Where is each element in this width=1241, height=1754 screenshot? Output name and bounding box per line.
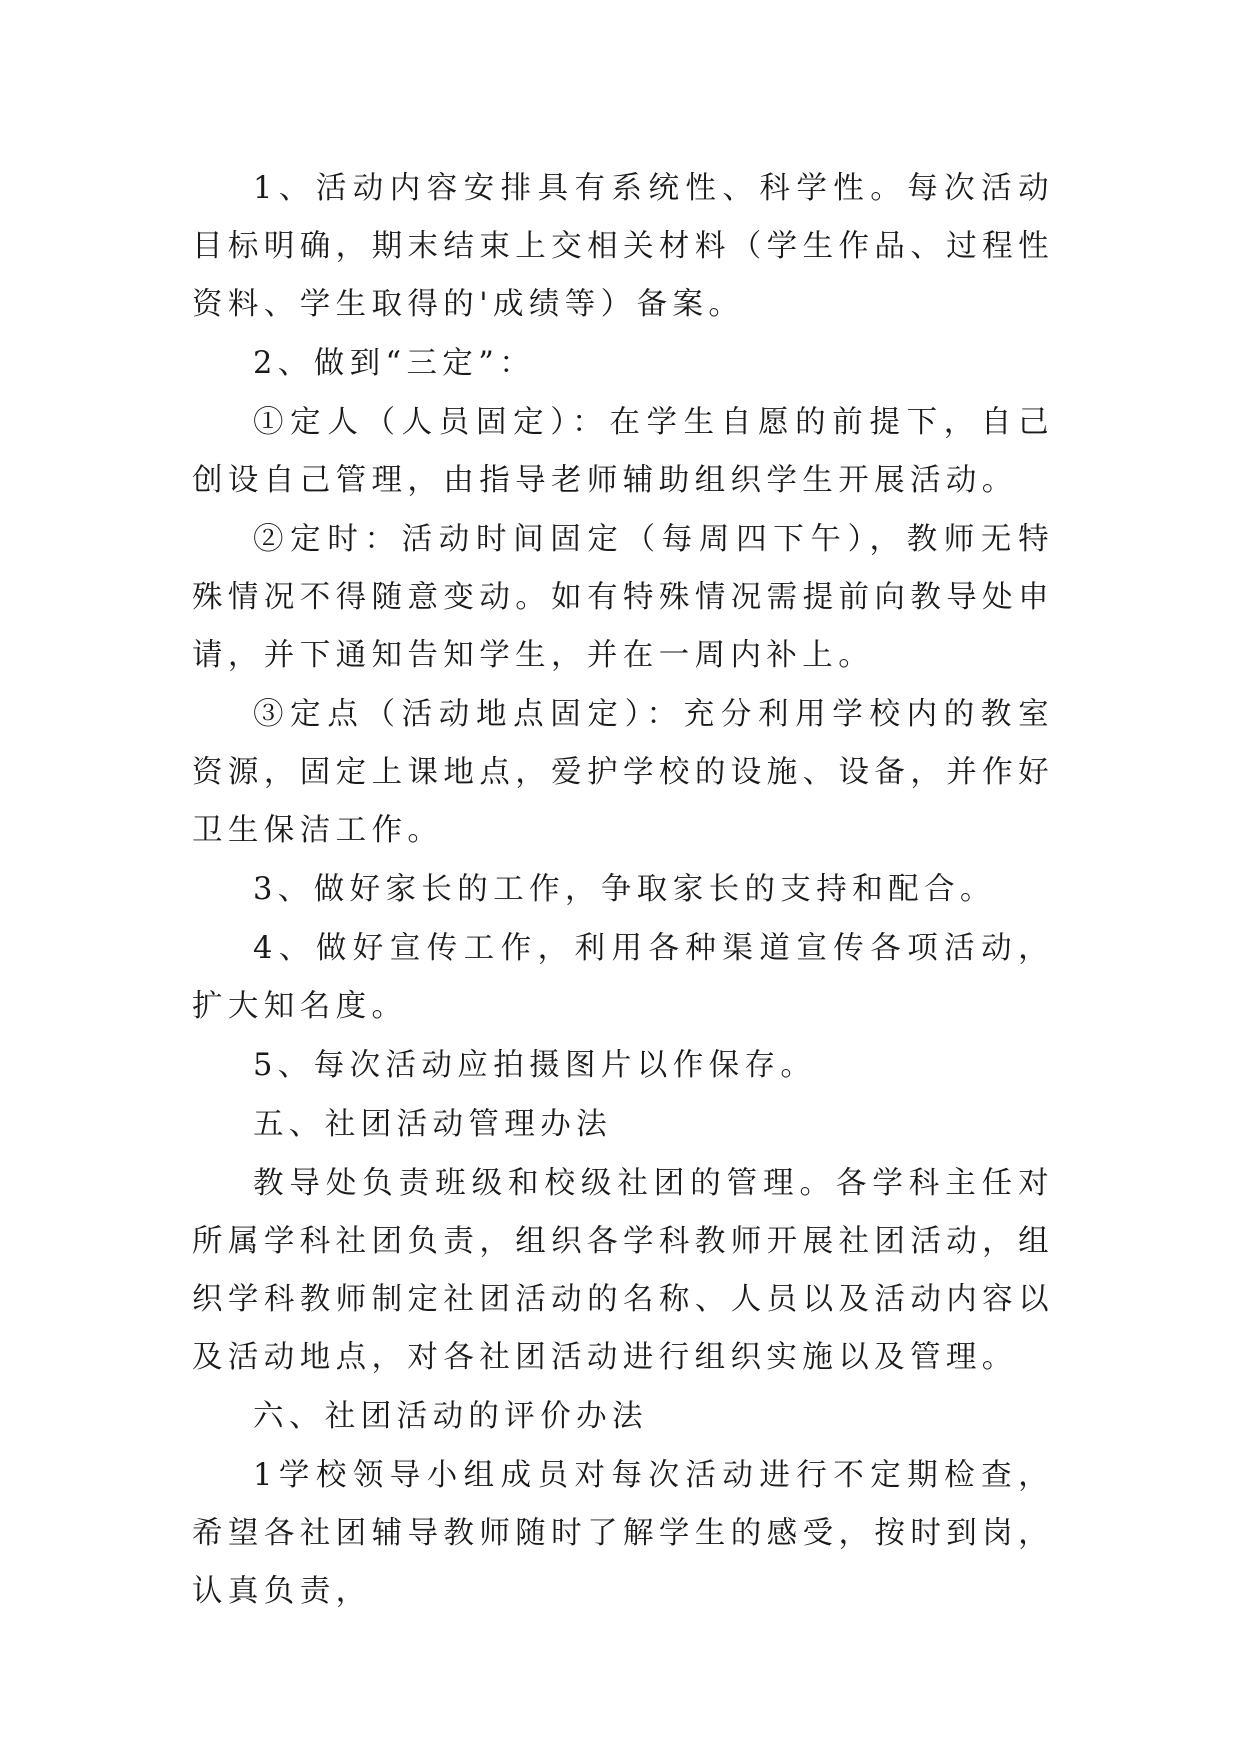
paragraph-parents-work: 3、做好家长的工作，争取家长的支持和配合。 (253, 872, 996, 907)
paragraph-fixed-people: ①定人（人员固定）：在学生自愿的前提下，自己创设自己管理，由指导老师辅助组织学生开展活动。 (192, 405, 1054, 498)
paragraph-photos: 5、每次活动应拍摄图片以作保存。 (253, 1048, 817, 1083)
section-heading-evaluation: 六、社团活动的评价办法 (253, 1399, 648, 1434)
paragraph-fixed-place: ③定点（活动地点固定）：充分利用学校内的教室资源，固定上课地点，爱护学校的设施、设备，并作好卫生保洁工作。 (192, 697, 1054, 848)
section-heading-management: 五、社团活动管理办法 (253, 1107, 612, 1142)
paragraph-evaluation: 1学校领导小组成员对每次活动进行不定期检查，希望各社团辅导教师随时了解学生的感受，按时到岗，认真负责， (192, 1458, 1054, 1609)
paragraph-management: 教导处负责班级和校级社团的管理。各学科主任对所属学科社团负责，组织各学科教师开展社团活动，组织学科教师制定社团活动的名称、人员以及活动内容以及活动地点，对各社团活动进行组织实施以及管理。 (192, 1166, 1054, 1375)
paragraph-three-fixed: 2、做到“三定”： (253, 346, 536, 381)
paragraph-publicity: 4、做好宣传工作，利用各种渠道宣传各项活动，扩大知名度。 (192, 931, 1054, 1024)
paragraph-activity-content: 1、活动内容安排具有系统性、科学性。每次活动目标明确，期末结束上交相关材料（学生作品、过程性资料、学生取得的'成绩等）备案。 (192, 171, 1054, 322)
document-body (192, 160, 1054, 1622)
paragraph-fixed-time: ②定时：活动时间固定（每周四下午），教师无特殊情况不得随意变动。如有特殊情况需提前向教导处申请，并下通知告知学生，并在一周内补上。 (192, 522, 1054, 673)
